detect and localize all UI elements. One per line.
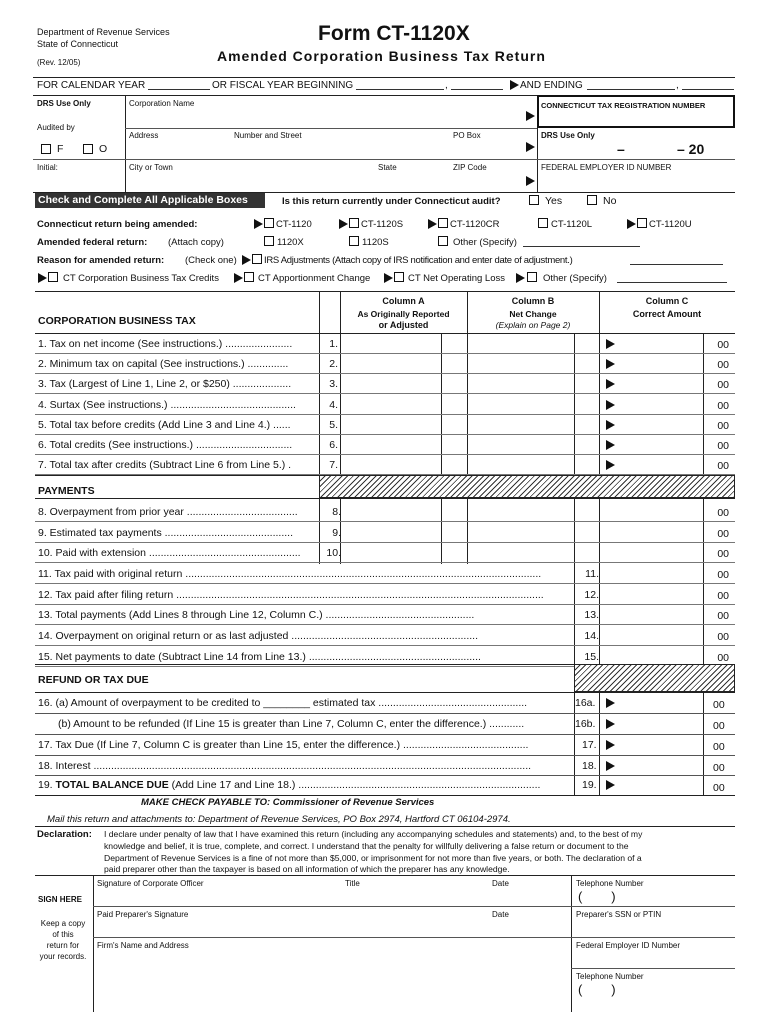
audit-yes-label: Yes [545, 195, 563, 207]
line-number: 8. [332, 506, 341, 518]
fein-label: FEDERAL EMPLOYER ID NUMBER [541, 163, 672, 172]
column-a-field[interactable] [341, 354, 441, 374]
irs-date-field[interactable] [630, 264, 723, 265]
twenty-prefix: – 20 [677, 141, 705, 157]
line-description: 13. Total payments (Add Lines 8 through Line 12, Column C.) ................................................... [38, 609, 475, 622]
ct-registration-box[interactable] [537, 95, 735, 128]
column-c-field[interactable] [600, 605, 704, 625]
column-b-field[interactable] [468, 543, 574, 563]
firm-fein-label: Federal Employer ID Number [576, 941, 681, 950]
declaration-label: Declaration: [37, 829, 92, 840]
fed-form-label: Other (Specify) [453, 237, 517, 248]
declaration-line: knowledge and belief, it is true, complete, and correct. I understand that the penalty for willfully delivering a false return or document to the [104, 841, 629, 851]
column-a-field[interactable] [341, 415, 441, 435]
line-number: 3. [329, 378, 338, 391]
keep-copy-note: Keep a copy [40, 919, 86, 928]
line-description: 8. Overpayment from prior year ...................................... [38, 506, 298, 518]
table-row [35, 585, 735, 605]
audit-question: Is this return currently under Connecticut audit? [282, 196, 501, 207]
reason-label-item: CT Net Operating Loss [408, 273, 505, 284]
column-a-title: Column A [382, 296, 425, 306]
line-18-desc: 18. Interest ...................................................................................................................................................... [38, 760, 532, 772]
cents-value: 00 [717, 631, 729, 644]
state-label: State [378, 163, 397, 172]
line-number: 12. [584, 588, 599, 601]
line-19-prefix: 19. [38, 779, 53, 791]
cents-value: 00 [717, 569, 729, 581]
line-number: 1. [329, 338, 338, 350]
line-number: 4. [329, 398, 338, 411]
form-title: Form CT-1120X [318, 22, 470, 45]
fiscal-begin-year-field[interactable] [451, 89, 503, 90]
table-row [35, 626, 735, 646]
ct-1120u-checkbox[interactable] [637, 218, 647, 228]
column-a-field[interactable] [341, 523, 441, 543]
irs-adjustments-checkbox[interactable] [252, 254, 262, 264]
column-a-field[interactable] [341, 395, 441, 415]
table-row [35, 523, 735, 543]
drs-use-only-label-2: DRS Use Only [541, 131, 595, 140]
column-c-field[interactable] [600, 435, 704, 455]
line-17-num: 17. [582, 739, 597, 751]
hatch-pattern [319, 475, 735, 498]
line-18-cents: 00 [713, 762, 725, 774]
city-label: City or Town [129, 163, 173, 172]
cents-value: 00 [717, 339, 729, 351]
number-street-label: Number and Street [234, 131, 302, 140]
arrow-icon [384, 273, 393, 283]
column-c-field[interactable] [600, 626, 704, 646]
and-ending-label: AND ENDING [520, 80, 583, 91]
table-row [35, 395, 735, 415]
line-16b-cents: 00 [713, 720, 725, 732]
ct-form-label: CT-1120L [551, 219, 593, 230]
column-c-field[interactable] [600, 334, 704, 354]
column-c-field[interactable] [600, 564, 704, 584]
cents-value: 00 [717, 589, 729, 602]
sign-here-label: SIGN HERE [38, 895, 83, 904]
column-a-sub2: or Adjusted [378, 320, 429, 330]
arrow-icon [606, 780, 615, 790]
arrow-icon [627, 219, 636, 229]
dash: – [617, 141, 625, 157]
cents-value: 00 [717, 399, 729, 412]
refund-heading: REFUND OR TAX DUE [38, 674, 149, 686]
state-name: State of Connecticut [37, 39, 119, 49]
f-checkbox[interactable] [41, 144, 51, 154]
column-b-sub2: (Explain on Page 2) [495, 320, 571, 330]
calendar-year-label: FOR CALENDAR YEAR [37, 80, 146, 91]
arrow-icon [606, 339, 615, 349]
reason-check-note: (Check one) [185, 255, 237, 266]
column-b-field[interactable] [468, 374, 574, 394]
column-b-field[interactable] [468, 415, 574, 435]
declaration-line: Department of Revenue Services is a fine of not more than $5,000, or imprisonment for not more than five years, or both. The declaration of a [104, 853, 642, 863]
line-description: 12. Tax paid after filing return .............................................................................................................................. [38, 588, 544, 601]
line-description: 10. Paid with extension .................................................... [38, 547, 301, 560]
line-description: 14. Overpayment on original return or as last adjusted ................................................................ [38, 630, 479, 643]
line-16b-desc: (b) Amount to be refunded (If Line 15 is greater than Line 7, Column C, enter the difference.) ............ [58, 718, 525, 730]
line-16b-num: 16b. [575, 718, 596, 730]
column-a-field[interactable] [341, 334, 441, 354]
date-label: Date [492, 879, 509, 888]
table-row [35, 435, 735, 455]
firm-name-label: Firm's Name and Address [97, 941, 189, 950]
ct-1120s-checkbox[interactable] [349, 218, 359, 228]
column-c-field[interactable] [600, 523, 704, 543]
arrow-icon [428, 219, 437, 229]
column-b-field[interactable] [468, 455, 574, 475]
fed-other-checkbox[interactable] [438, 236, 448, 246]
line-description: 9. Estimated tax payments ............................................ [38, 526, 293, 539]
reason-nol-checkbox[interactable] [394, 272, 404, 282]
fed-1120s-checkbox[interactable] [349, 236, 359, 246]
federal-attach-note: (Attach copy) [168, 237, 224, 248]
line-number: 15. [584, 650, 599, 663]
payable-note: MAKE CHECK PAYABLE TO: Commissioner of Revenue Services [141, 797, 435, 808]
line-17-desc: 17. Tax Due (If Line 7, Column C is greater than Line 15, enter the difference.) ........................................... [38, 739, 529, 751]
fed-form-label: 1120X [277, 237, 304, 248]
phone-label: Telephone Number [576, 879, 644, 888]
table-row [35, 564, 735, 584]
column-b-field[interactable] [468, 354, 574, 374]
line-19-rest: (Add Line 17 and Line 18.) ................................................................................... [171, 779, 541, 791]
audited-by-label: Audited by [37, 123, 75, 132]
keep-copy-note: return for [46, 941, 80, 950]
audit-yes-checkbox[interactable] [529, 195, 539, 205]
table-row [35, 374, 735, 394]
date-label: Date [492, 910, 509, 919]
column-b-field[interactable] [468, 435, 574, 455]
arrow-icon [526, 176, 535, 186]
preparer-ssn-label: Preparer's SSN or PTIN [576, 910, 662, 919]
phone-area-code[interactable]: ( ) [578, 889, 616, 904]
line-number: 10. [326, 547, 341, 560]
line-number: 11. [585, 568, 599, 580]
mail-note: Mail this return and attachments to: Department of Revenue Services, PO Box 2974, Hartford CT 06104-2974. [47, 814, 511, 825]
line-description: 2. Minimum tax on capital (See instructions.) .............. [38, 358, 289, 371]
column-c-field[interactable] [600, 354, 704, 374]
cents-value: 00 [717, 651, 729, 664]
initial-label: Initial: [37, 163, 58, 172]
line-16a-cents: 00 [713, 699, 725, 711]
o-label: O [99, 143, 108, 155]
table-row [35, 334, 735, 354]
check-heading: Check and Complete All Applicable Boxes [35, 193, 265, 208]
column-b-sub1: Net Change [509, 309, 557, 319]
cents-value: 00 [717, 548, 729, 561]
agency-name: Department of Revenue Services [37, 27, 170, 37]
corp-name-label: Corporation Name [129, 99, 195, 108]
payments-heading: PAYMENTS [38, 485, 95, 497]
line-description: 4. Surtax (See instructions.) ........................................... [38, 398, 296, 411]
drs-use-only-label: DRS Use Only [37, 99, 91, 108]
keep-copy-note: of this [52, 930, 74, 939]
phone-label: Telephone Number [576, 972, 644, 981]
table-row [35, 605, 735, 625]
line-number: 5. [329, 418, 338, 431]
line-16a-num: 16a. [575, 697, 596, 709]
table-row [35, 543, 735, 563]
column-a-field[interactable] [341, 374, 441, 394]
column-c-field[interactable] [600, 455, 704, 475]
cents-value: 00 [717, 460, 729, 473]
arrow-icon [242, 255, 251, 265]
column-b-field[interactable] [468, 523, 574, 543]
reason-apportionment-checkbox[interactable] [244, 272, 254, 282]
officer-signature-label: Signature of Corporate Officer [97, 879, 204, 888]
f-label: F [57, 143, 64, 155]
column-b-field[interactable] [468, 502, 574, 522]
reason-label: Reason for amended return: [37, 255, 165, 266]
line-number: 7. [329, 459, 338, 472]
table-row [35, 455, 735, 475]
column-b-field[interactable] [468, 334, 574, 354]
line-19-cents: 00 [713, 782, 725, 794]
line-description: 5. Total tax before credits (Add Line 3 and Line 4.) ...... [38, 418, 291, 431]
arrow-icon [606, 761, 615, 771]
arrow-icon [510, 80, 519, 90]
column-c-field[interactable] [600, 395, 704, 415]
title-label: Title [345, 879, 360, 888]
arrow-icon [606, 420, 615, 430]
line-number: 2. [329, 358, 338, 371]
o-checkbox[interactable] [83, 144, 93, 154]
phone-area-code[interactable]: ( ) [578, 982, 616, 997]
ct-1120-checkbox[interactable] [264, 218, 274, 228]
arrow-icon [606, 379, 615, 389]
line-18-num: 18. [582, 760, 597, 772]
line-description: 1. Tax on net income (See instructions.) ....................... [38, 338, 293, 350]
column-c-sub1: Correct Amount [632, 309, 702, 319]
column-a-field[interactable] [341, 435, 441, 455]
arrow-icon [234, 273, 243, 283]
line-19-desc [38, 779, 571, 791]
line-16a-desc: 16. (a) Amount of overpayment to be credited to ________ estimated tax ................................................... [38, 697, 528, 709]
arrow-icon [606, 359, 615, 369]
comma: , [445, 80, 448, 91]
audit-no-checkbox[interactable] [587, 195, 597, 205]
column-a-field[interactable] [341, 455, 441, 475]
line-number: 13. [584, 609, 599, 622]
line-description: 6. Total credits (See instructions.) ................................. [38, 439, 293, 451]
line-17-cents: 00 [713, 741, 725, 753]
reason-other-checkbox[interactable] [527, 272, 537, 282]
comma: , [676, 80, 679, 91]
arrow-icon [606, 400, 615, 410]
federal-return-label: Amended federal return: [37, 237, 148, 248]
table-row [35, 415, 735, 435]
column-b-field[interactable] [468, 395, 574, 415]
column-c-field[interactable] [600, 374, 704, 394]
declaration-line: paid preparer other than the taxpayer is based on all information of which the preparer has any knowledge. [104, 864, 510, 874]
line-number: 9. [332, 526, 341, 539]
po-box-label: PO Box [453, 131, 481, 140]
line-description: 3. Tax (Largest of Line 1, Line 2, or $250) .................... [38, 378, 292, 391]
arrow-icon [526, 111, 535, 121]
cents-value: 00 [717, 419, 729, 432]
line-19-bold: TOTAL BALANCE DUE [55, 779, 169, 791]
cents-value: 00 [717, 507, 729, 519]
form-subtitle: Amended Corporation Business Tax Return [217, 48, 546, 64]
column-a-field[interactable] [341, 543, 441, 563]
fiscal-end-year-field[interactable] [682, 89, 734, 90]
fed-form-label: 1120S [362, 237, 389, 248]
ct-1120cr-checkbox[interactable] [438, 218, 448, 228]
arrow-icon [606, 440, 615, 450]
reason-credits-checkbox[interactable] [48, 272, 58, 282]
reason-other-field[interactable] [617, 282, 727, 283]
ct-form-label: CT-1120CR [450, 219, 500, 230]
ct-registration-label: CONNECTICUT TAX REGISTRATION NUMBER [541, 101, 706, 110]
line-description: 15. Net payments to date (Subtract Line 14 from Line 13.) ........................................................... [38, 650, 481, 663]
column-c-field[interactable] [600, 415, 704, 435]
calendar-year-field[interactable] [148, 89, 210, 90]
arrow-icon [254, 219, 263, 229]
reason-label-item: CT Corporation Business Tax Credits [63, 273, 219, 284]
arrow-icon [38, 273, 47, 283]
cents-value: 00 [717, 440, 729, 452]
fiscal-end-field[interactable] [587, 89, 675, 90]
keep-copy-note: your records. [39, 952, 87, 961]
column-c-title: Column C [645, 296, 689, 306]
column-a-sub1: As Originally Reported [357, 309, 450, 319]
column-a-field[interactable] [341, 502, 441, 522]
column-c-field[interactable] [600, 585, 704, 605]
cents-value: 00 [717, 610, 729, 623]
line-description: 7. Total tax after credits (Subtract Line 6 from Line 5.) . [38, 459, 292, 472]
table-row [35, 502, 735, 522]
address-label: Address [129, 131, 159, 140]
arrow-icon [606, 698, 615, 708]
arrow-icon [526, 142, 535, 152]
cents-value: 00 [717, 379, 729, 392]
ct-form-label: CT-1120U [649, 219, 692, 230]
audit-no-label: No [603, 195, 617, 207]
column-c-field[interactable] [600, 502, 704, 522]
arrow-icon [339, 219, 348, 229]
line-number: 6. [329, 439, 338, 451]
fed-other-field[interactable] [523, 246, 640, 247]
table-row [35, 354, 735, 374]
column-c-field[interactable] [600, 543, 704, 563]
arrow-icon [606, 719, 615, 729]
column-b-title: Column B [511, 296, 555, 306]
cents-value: 00 [717, 359, 729, 372]
preparer-signature-label: Paid Preparer's Signature [97, 910, 189, 919]
ct-return-label: Connecticut return being amended: [37, 219, 198, 230]
reason-label-item: CT Apportionment Change [258, 273, 371, 284]
line-number: 14. [584, 630, 599, 643]
hatch-pattern [574, 664, 735, 692]
cents-value: 00 [717, 527, 729, 540]
ct-1120l-checkbox[interactable] [538, 218, 548, 228]
arrow-icon [606, 460, 615, 470]
zip-label: ZIP Code [453, 163, 487, 172]
fiscal-year-label: OR FISCAL YEAR BEGINNING [212, 80, 354, 91]
corp-tax-heading: CORPORATION BUSINESS TAX [38, 315, 196, 327]
fiscal-begin-field[interactable] [356, 89, 444, 90]
line-19-num: 19. [582, 779, 597, 791]
line-description: 11. Tax paid with original return .......................................................................................................................... [38, 568, 542, 580]
reason-label-item: Other (Specify) [543, 273, 607, 284]
ct-form-label: CT-1120 [276, 219, 312, 230]
fed-1120x-checkbox[interactable] [264, 236, 274, 246]
ct-form-label: CT-1120S [361, 219, 404, 230]
arrow-icon [516, 273, 525, 283]
declaration-line: I declare under penalty of law that I have examined this return (including any accompanying schedules and statements) and, to the best of my [104, 829, 643, 839]
arrow-icon [606, 740, 615, 750]
irs-adjustments-label: IRS Adjustments (Attach copy of IRS notification and enter date of adjustment.) [264, 255, 573, 266]
revision-date: (Rev. 12/05) [37, 58, 81, 67]
